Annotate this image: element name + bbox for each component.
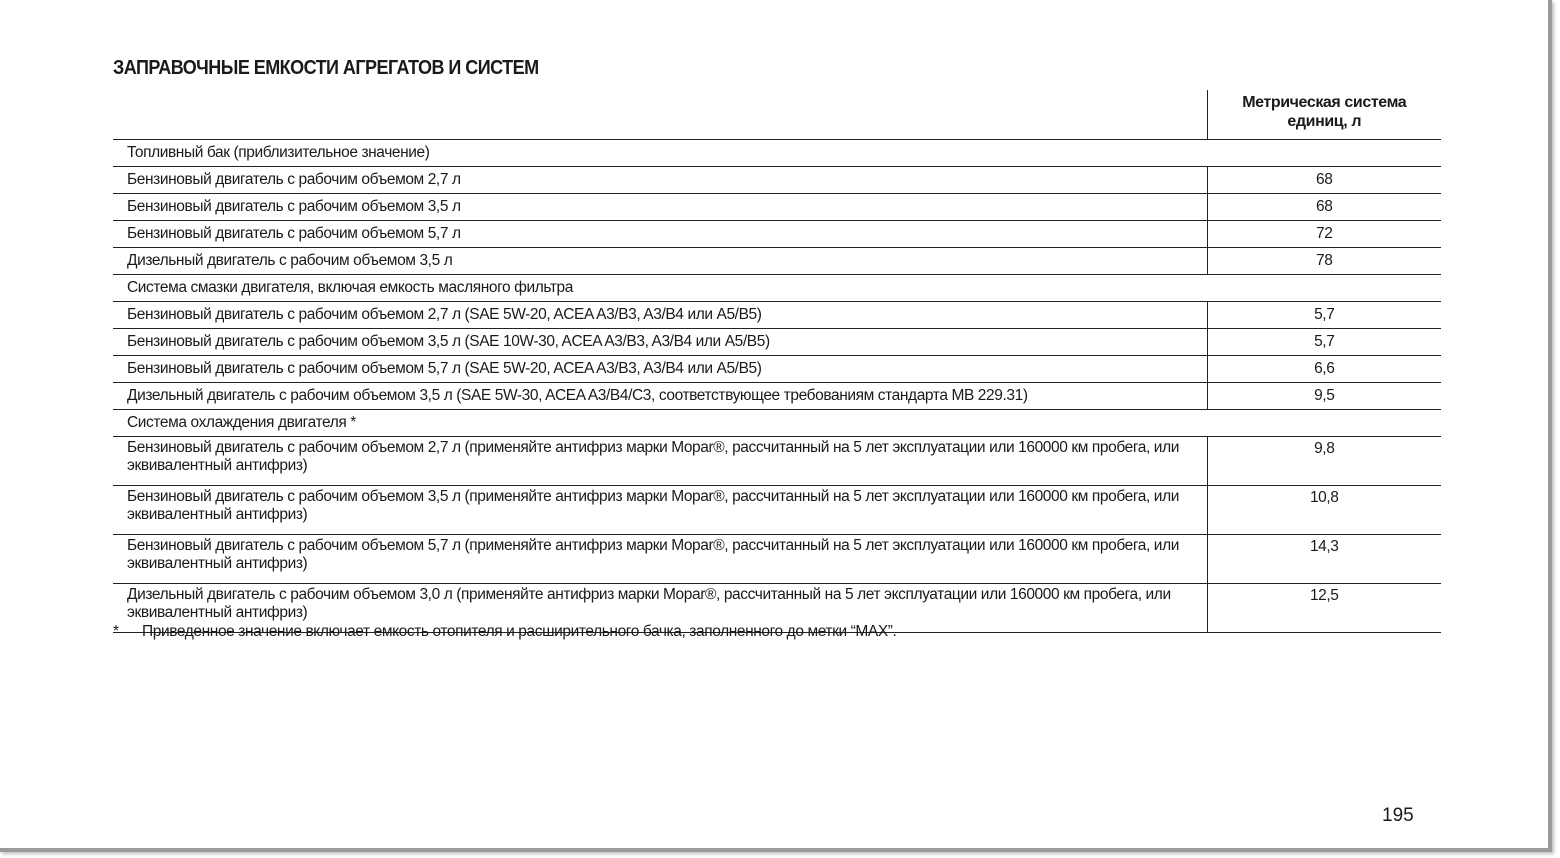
- table-row: [113, 248, 1441, 275]
- row-description: Бензиновый двигатель с рабочим объемом 2,7 л (SAE 5W-20, ACEA A3/B3, A3/B4 или A5/B5): [113, 302, 1207, 329]
- row-value: 5,7: [1207, 329, 1441, 356]
- row-description: Бензиновый двигатель с рабочим объемом 3,5 л: [113, 194, 1207, 221]
- table-row: [113, 437, 1441, 486]
- row-description: Бензиновый двигатель с рабочим объемом 5,7 л: [113, 221, 1207, 248]
- row-description: Бензиновый двигатель с рабочим объемом 2,7 л: [113, 167, 1207, 194]
- section-label: Топливный бак (приблизительное значение): [113, 140, 1441, 167]
- section-header-row: [113, 275, 1441, 302]
- section-header-row: [113, 140, 1441, 167]
- section-header-row: [113, 410, 1441, 437]
- row-description: Дизельный двигатель с рабочим объемом 3,5 л (SAE 5W-30, ACEA A3/B4/C3, соответствующее требованиям стандарта MB 229.31): [113, 383, 1207, 410]
- row-description: Бензиновый двигатель с рабочим объемом 2,7 л (применяйте антифриз марки Mopar®, рассчитанный на 5 лет эксплуатации или 160000 км пробега, или эквивалентный антифриз): [113, 437, 1207, 486]
- row-description: Бензиновый двигатель с рабочим объемом 3,5 л (SAE 10W-30, ACEA A3/B3, A3/B4 или A5/B5): [113, 329, 1207, 356]
- row-description: Бензиновый двигатель с рабочим объемом 3,5 л (применяйте антифриз марки Mopar®, рассчитанный на 5 лет эксплуатации или 160000 км пробега, или эквивалентный антифриз): [113, 486, 1207, 535]
- column-header-line-1: Метрическая система: [1242, 94, 1407, 111]
- table-row: [113, 535, 1441, 584]
- row-value: 68: [1207, 167, 1441, 194]
- row-value: 12,5: [1207, 584, 1441, 633]
- table-row: [113, 356, 1441, 383]
- row-value: 72: [1207, 221, 1441, 248]
- section-label: Система охлаждения двигателя *: [113, 410, 1441, 437]
- table-row: [113, 167, 1441, 194]
- table-header-row: [113, 90, 1441, 140]
- table-row: [113, 486, 1441, 535]
- row-description: Дизельный двигатель с рабочим объемом 3,0 л (применяйте антифриз марки Mopar®, рассчитанный на 5 лет эксплуатации или 160000 км пробега, или эквивалентный антифриз): [113, 584, 1207, 633]
- row-value: 9,8: [1207, 437, 1441, 486]
- row-value: 68: [1207, 194, 1441, 221]
- table-row: [113, 383, 1441, 410]
- row-value: 6,6: [1207, 356, 1441, 383]
- header-empty-cell: [113, 90, 1207, 140]
- table-row: [113, 302, 1441, 329]
- row-description: Дизельный двигатель с рабочим объемом 3,5 л: [113, 248, 1207, 275]
- row-value: 78: [1207, 248, 1441, 275]
- section-label: Система смазки двигателя, включая емкость масляного фильтра: [113, 275, 1441, 302]
- table-row: [113, 329, 1441, 356]
- row-value: 9,5: [1207, 383, 1441, 410]
- row-value: 14,3: [1207, 535, 1441, 584]
- footnote-text: Приведенное значение включает емкость отопителя и расширительного бачка, заполненного до метки “MAX”.: [142, 623, 897, 640]
- row-description: Бензиновый двигатель с рабочим объемом 5,7 л (SAE 5W-20, ACEA A3/B3, A3/B4 или A5/B5): [113, 356, 1207, 383]
- table-row: [113, 221, 1441, 248]
- row-value: 10,8: [1207, 486, 1441, 535]
- column-header-metric: [1207, 90, 1441, 140]
- row-description: Бензиновый двигатель с рабочим объемом 5,7 л (применяйте антифриз марки Mopar®, рассчитанный на 5 лет эксплуатации или 160000 км пробега, или эквивалентный антифриз): [113, 535, 1207, 584]
- page-number: 195: [1382, 805, 1414, 826]
- page-title: ЗАПРАВОЧНЫЕ ЕМКОСТИ АГРЕГАТОВ И СИСТЕМ: [113, 57, 539, 79]
- column-header-line-2: единиц, л: [1287, 113, 1362, 130]
- footnote: [113, 623, 896, 641]
- table-row: [113, 194, 1441, 221]
- row-value: 5,7: [1207, 302, 1441, 329]
- footnote-mark: *: [113, 623, 119, 640]
- capacities-table: [113, 90, 1441, 633]
